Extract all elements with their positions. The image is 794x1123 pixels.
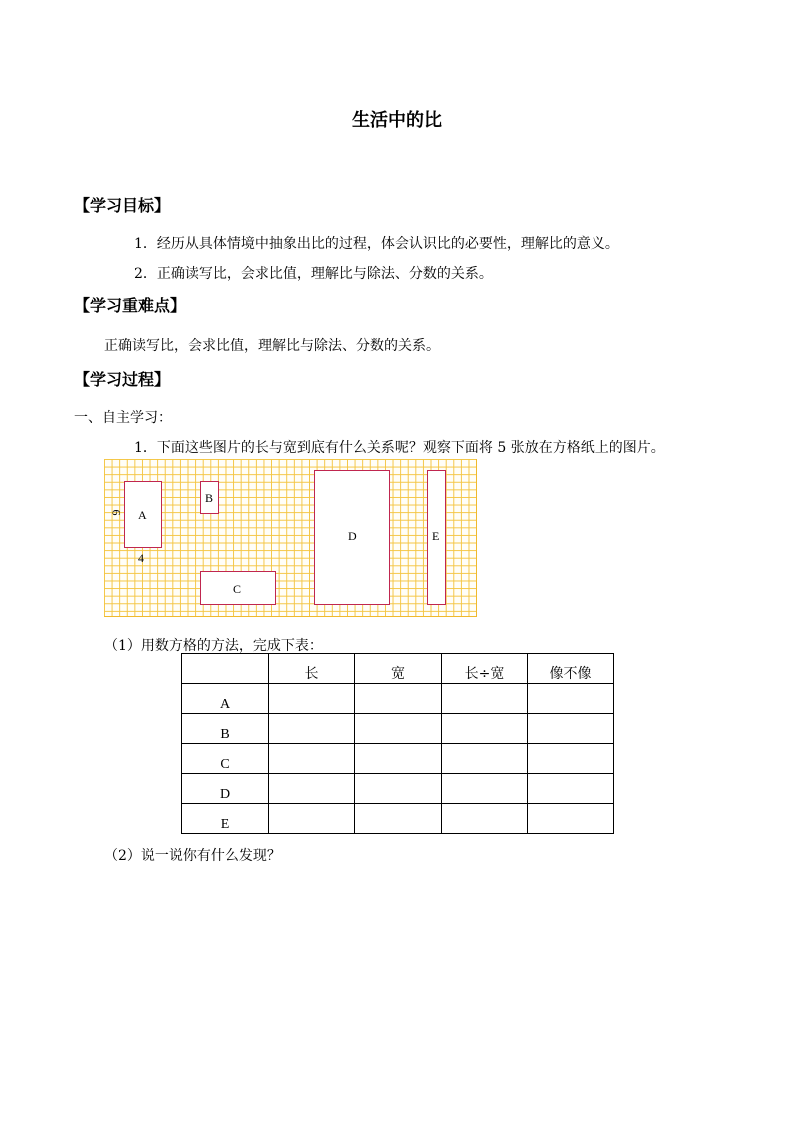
process-heading: 【学习过程】 (74, 370, 171, 389)
table-cell[interactable] (442, 774, 528, 804)
table-row (182, 684, 614, 714)
table-cell[interactable] (269, 714, 355, 744)
table-cell[interactable] (442, 714, 528, 744)
table-cell[interactable] (528, 714, 614, 744)
table-row-label: B (182, 714, 269, 744)
table-cell[interactable] (269, 744, 355, 774)
table-cell[interactable] (528, 804, 614, 834)
grid-paper-figure (104, 459, 477, 617)
question-1-1: （1）用数方格的方法，完成下表： (104, 638, 323, 654)
part-1-heading: 一、自主学习： (74, 410, 172, 426)
rect-d (314, 470, 390, 605)
table-row (182, 804, 614, 834)
table-row (182, 774, 614, 804)
table-cell[interactable] (528, 774, 614, 804)
table-header-cell: 像不像 (528, 654, 614, 684)
rect-d-label: D (348, 529, 357, 543)
table-cell[interactable] (355, 714, 442, 744)
rect-b (200, 481, 219, 514)
rect-c-label: C (233, 582, 242, 596)
table-row-label: D (182, 774, 269, 804)
rect-a-height-label: 6 (109, 509, 124, 516)
table-cell[interactable] (442, 684, 528, 714)
table-header-cell: 长÷宽 (442, 654, 528, 684)
goal-2: 2．正确读写比，会求比值，理解比与除法、分数的关系。 (134, 266, 493, 282)
page-title: 生活中的比 (352, 110, 442, 131)
table-row-label: A (182, 684, 269, 714)
table-header-cell: 长 (269, 654, 355, 684)
question-1: 1．下面这些图片的长与宽到底有什么关系呢？观察下面将 5 张放在方格纸上的图片。 (134, 440, 665, 456)
table-header-row (182, 654, 614, 684)
table-cell[interactable] (355, 684, 442, 714)
rect-a (124, 481, 162, 548)
table-row (182, 744, 614, 774)
goal-1: 1．经历从具体情境中抽象出比的过程，体会认识比的必要性，理解比的意义。 (134, 236, 619, 252)
key-points-text: 正确读写比，会求比值，理解比与除法、分数的关系。 (104, 338, 440, 354)
rect-c (200, 571, 276, 605)
table-cell[interactable] (355, 774, 442, 804)
rect-a-label: A (138, 508, 147, 522)
rect-a-width-label: 4 (138, 551, 144, 565)
table-row-label: C (182, 744, 269, 774)
table-header-cell: 宽 (355, 654, 442, 684)
table-row (182, 714, 614, 744)
key-points-heading: 【学习重难点】 (74, 296, 187, 315)
table-cell[interactable] (528, 684, 614, 714)
question-1-2: （2）说一说你有什么发现？ (104, 848, 281, 864)
table-cell[interactable] (528, 744, 614, 774)
table-cell[interactable] (442, 744, 528, 774)
table-cell[interactable] (269, 804, 355, 834)
answer-table (181, 653, 614, 834)
table-row-label: E (182, 804, 269, 834)
rect-e (427, 470, 446, 605)
table-cell[interactable] (269, 774, 355, 804)
rect-b-label: B (205, 491, 214, 505)
table-header-cell (182, 654, 269, 684)
table-cell[interactable] (269, 684, 355, 714)
table-cell[interactable] (442, 804, 528, 834)
rect-e-label: E (432, 529, 440, 543)
table-cell[interactable] (355, 744, 442, 774)
goals-heading: 【学习目标】 (74, 196, 171, 215)
table-cell[interactable] (355, 804, 442, 834)
